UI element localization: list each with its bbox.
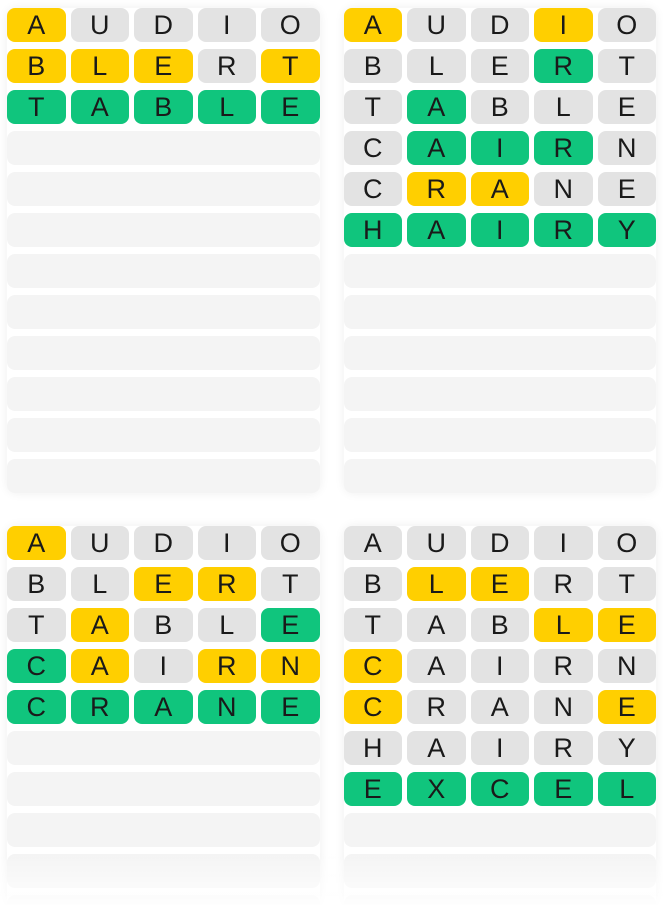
empty-guess-row <box>7 813 320 847</box>
empty-guess-row <box>344 377 657 411</box>
letter-tile: A <box>471 690 530 724</box>
letter-tile: A <box>71 608 130 642</box>
letter-tile: D <box>134 526 193 560</box>
empty-guess-row <box>344 336 657 370</box>
letter-tile: R <box>534 49 593 83</box>
letter-tile: Y <box>598 731 657 765</box>
letter-tile: A <box>344 8 403 42</box>
letter-tile: O <box>598 8 657 42</box>
letter-tile: C <box>344 172 403 206</box>
guess-row <box>344 608 657 642</box>
letter-tile: L <box>198 608 257 642</box>
letter-tile: X <box>407 772 466 806</box>
guess-row <box>344 567 657 601</box>
letter-tile: N <box>534 172 593 206</box>
letter-tile: N <box>261 649 320 683</box>
empty-guess-row <box>344 295 657 329</box>
empty-guess-row <box>7 854 320 888</box>
letter-tile: Y <box>598 213 657 247</box>
letter-tile: B <box>471 608 530 642</box>
letter-tile: D <box>134 8 193 42</box>
letter-tile: H <box>344 213 403 247</box>
letter-tile: R <box>71 690 130 724</box>
letter-tile: U <box>71 8 130 42</box>
word-grid-bottom-right <box>344 526 657 905</box>
letter-tile: L <box>198 90 257 124</box>
letter-tile: I <box>534 8 593 42</box>
letter-tile: I <box>198 526 257 560</box>
letter-tile: L <box>407 49 466 83</box>
letter-tile: R <box>407 172 466 206</box>
letter-tile: N <box>534 690 593 724</box>
word-grid-top-right <box>344 8 657 493</box>
letter-tile: C <box>344 131 403 165</box>
letter-tile: E <box>471 567 530 601</box>
letter-tile: T <box>261 49 320 83</box>
letter-tile: A <box>71 90 130 124</box>
word-grid-top-left <box>7 8 320 493</box>
guess-row <box>344 649 657 683</box>
letter-tile: A <box>7 8 66 42</box>
guess-row <box>7 49 320 83</box>
letter-tile: I <box>471 731 530 765</box>
letter-tile: R <box>534 567 593 601</box>
letter-tile: I <box>198 8 257 42</box>
letter-tile: C <box>344 690 403 724</box>
letter-tile: E <box>471 49 530 83</box>
letter-tile: I <box>471 649 530 683</box>
letter-tile: T <box>344 608 403 642</box>
empty-guess-row <box>7 131 320 165</box>
letter-tile: A <box>71 649 130 683</box>
guess-row <box>7 690 320 724</box>
letter-tile: R <box>198 567 257 601</box>
letter-tile: I <box>471 131 530 165</box>
letter-tile: E <box>261 90 320 124</box>
empty-guess-row <box>344 459 657 493</box>
letter-tile: L <box>407 567 466 601</box>
empty-guess-row <box>344 813 657 847</box>
empty-guess-row <box>7 772 320 806</box>
letter-tile: H <box>344 731 403 765</box>
letter-tile: L <box>534 608 593 642</box>
letter-tile: U <box>407 526 466 560</box>
letter-tile: E <box>261 608 320 642</box>
letter-tile: E <box>534 772 593 806</box>
letter-tile: A <box>407 649 466 683</box>
letter-tile: D <box>471 8 530 42</box>
letter-tile: A <box>134 690 193 724</box>
letter-tile: R <box>198 649 257 683</box>
guess-row <box>344 131 657 165</box>
word-grid-bottom-left <box>7 526 320 905</box>
letter-tile: E <box>134 567 193 601</box>
letter-tile: E <box>344 772 403 806</box>
empty-guess-row <box>7 336 320 370</box>
guess-row <box>7 567 320 601</box>
letter-tile: E <box>598 90 657 124</box>
letter-tile: E <box>598 690 657 724</box>
letter-tile: R <box>534 213 593 247</box>
letter-tile: C <box>7 649 66 683</box>
empty-guess-row <box>344 254 657 288</box>
guess-row <box>344 172 657 206</box>
letter-tile: R <box>534 131 593 165</box>
guess-row <box>344 8 657 42</box>
empty-guess-row <box>344 418 657 452</box>
empty-guess-row <box>7 295 320 329</box>
letter-tile: A <box>471 172 530 206</box>
letter-tile: R <box>534 731 593 765</box>
empty-guess-row <box>7 377 320 411</box>
letter-tile: U <box>71 526 130 560</box>
letter-tile: E <box>261 690 320 724</box>
letter-tile: A <box>344 526 403 560</box>
empty-guess-row <box>7 418 320 452</box>
letter-tile: E <box>598 608 657 642</box>
letter-tile: A <box>407 131 466 165</box>
letter-tile: O <box>598 526 657 560</box>
empty-guess-row <box>7 213 320 247</box>
letter-tile: T <box>7 90 66 124</box>
letter-tile: A <box>407 731 466 765</box>
letter-tile: B <box>7 49 66 83</box>
empty-guess-row <box>7 459 320 493</box>
guess-row <box>344 49 657 83</box>
letter-tile: T <box>598 567 657 601</box>
empty-guess-row <box>344 895 657 905</box>
letter-tile: N <box>598 131 657 165</box>
letter-tile: B <box>344 567 403 601</box>
guess-row <box>7 8 320 42</box>
letter-tile: E <box>134 49 193 83</box>
guess-row <box>344 90 657 124</box>
letter-tile: C <box>471 772 530 806</box>
letter-tile: A <box>407 213 466 247</box>
letter-tile: L <box>71 49 130 83</box>
letter-tile: C <box>7 690 66 724</box>
letter-tile: O <box>261 8 320 42</box>
letter-tile: B <box>134 608 193 642</box>
letter-tile: T <box>7 608 66 642</box>
letter-tile: I <box>134 649 193 683</box>
letter-tile: A <box>407 608 466 642</box>
guess-row <box>344 772 657 806</box>
guess-row <box>344 526 657 560</box>
empty-guess-row <box>7 172 320 206</box>
letter-tile: N <box>598 649 657 683</box>
letter-tile: I <box>534 526 593 560</box>
letter-tile: D <box>471 526 530 560</box>
letter-tile: I <box>471 213 530 247</box>
letter-tile: T <box>344 90 403 124</box>
guess-row <box>344 690 657 724</box>
letter-tile: T <box>598 49 657 83</box>
letter-tile: T <box>261 567 320 601</box>
empty-guess-row <box>344 854 657 888</box>
letter-tile: E <box>598 172 657 206</box>
letter-tile: C <box>344 649 403 683</box>
empty-guess-row <box>7 895 320 905</box>
guess-row <box>7 90 320 124</box>
guess-row <box>344 731 657 765</box>
letter-tile: B <box>344 49 403 83</box>
empty-guess-row <box>7 731 320 765</box>
letter-tile: B <box>7 567 66 601</box>
letter-tile: L <box>534 90 593 124</box>
letter-tile: A <box>7 526 66 560</box>
letter-tile: L <box>71 567 130 601</box>
letter-tile: O <box>261 526 320 560</box>
guess-row <box>7 649 320 683</box>
letter-tile: L <box>598 772 657 806</box>
empty-guess-row <box>7 254 320 288</box>
guess-row <box>7 608 320 642</box>
letter-tile: B <box>134 90 193 124</box>
guess-row <box>344 213 657 247</box>
letter-tile: B <box>471 90 530 124</box>
letter-tile: R <box>534 649 593 683</box>
letter-tile: N <box>198 690 257 724</box>
letter-tile: U <box>407 8 466 42</box>
letter-tile: R <box>198 49 257 83</box>
letter-tile: A <box>407 90 466 124</box>
guess-row <box>7 526 320 560</box>
letter-tile: R <box>407 690 466 724</box>
